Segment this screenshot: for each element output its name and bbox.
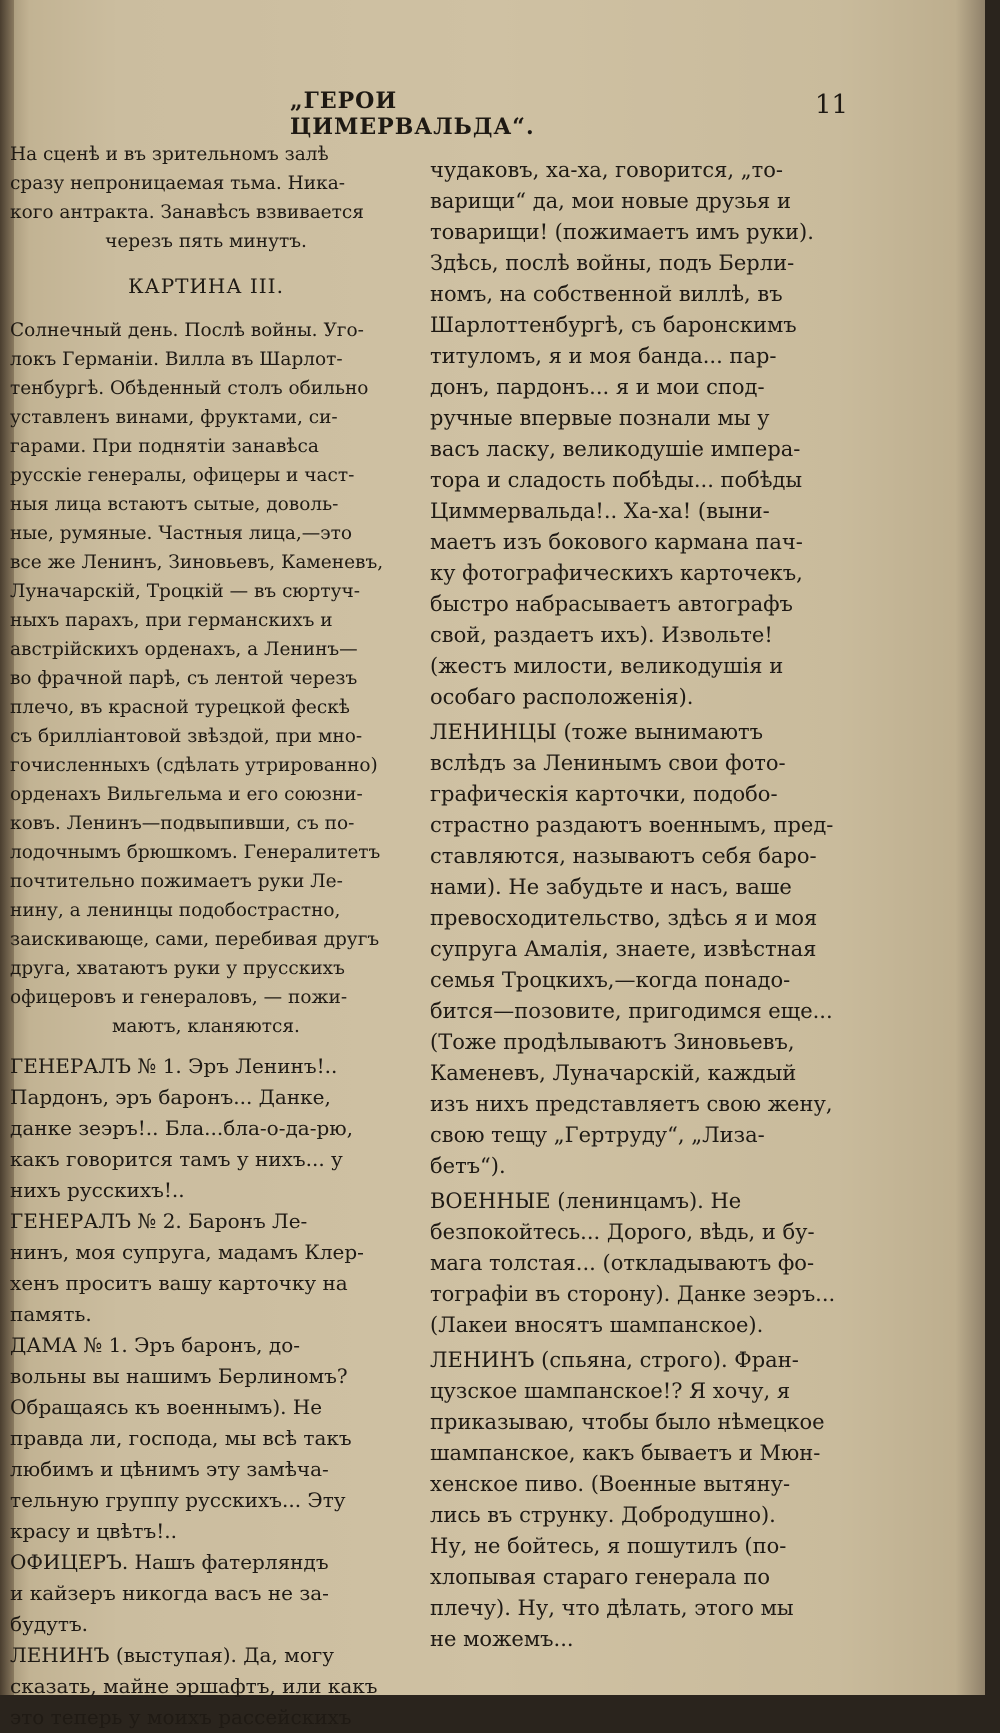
text-line: хлопывая стараго генерала по (430, 1565, 770, 1589)
text-line: (Лакеи вносятъ шампанское). (430, 1313, 764, 1337)
text-line: титуломъ, я и моя банда... пар- (430, 344, 777, 368)
text-line: съ брилліантовой звѣздой, при мно- (10, 726, 363, 747)
text-line: ные, румяные. Частныя лица,—это (10, 523, 352, 544)
text-line: красу и цвѣтъ!.. (10, 1519, 177, 1543)
text-line: шампанское, какъ бываетъ и Мюн- (430, 1441, 821, 1465)
text-line: свой, раздаетъ ихъ). Извольте! (430, 623, 773, 647)
text-line: Обращаясь къ военнымъ). Не (10, 1395, 323, 1419)
text-line: ЛЕНИНЪ (выступая). Да, могу (10, 1643, 335, 1667)
text-line: бетъ“). (430, 1154, 506, 1178)
text-line: вольны вы нашимъ Берлиномъ? (10, 1364, 348, 1388)
text-line: нинъ, моя супруга, мадамъ Клер- (10, 1240, 364, 1264)
text-line: васъ ласку, великодушіе импера- (430, 437, 801, 461)
text-line: изъ нихъ представляетъ свою жену, (430, 1092, 833, 1116)
text-line: гочисленныхъ (сдѣлать утрированно) (10, 755, 378, 776)
text-line: ДАМА № 1. Эръ баронъ, до- (10, 1333, 300, 1357)
text-line: будутъ. (10, 1612, 89, 1636)
intro-stage-note (10, 140, 402, 256)
dialogue-block (10, 1051, 402, 1733)
text-line: маетъ изъ бокового кармана пач- (430, 530, 803, 554)
text-line: ОФИЦЕРЪ. Нашъ фатерляндъ (10, 1550, 329, 1574)
text-line: тенбургѣ. Обѣденный столъ обильно (10, 378, 369, 399)
text-line: лодочнымъ брюшкомъ. Генералитетъ (10, 842, 381, 863)
text-line: свою тещу „Гертруду“, „Лиза- (430, 1123, 765, 1147)
text-line: тельную группу русскихъ... Эту (10, 1488, 346, 1512)
text-line: приказываю, чтобы было нѣмецкое (430, 1410, 825, 1434)
text-line: чудаковъ, ха-ха, говорится, „то- (430, 158, 783, 182)
text-line: и кайзеръ никогда васъ не за- (10, 1581, 329, 1605)
text-line: черезъ пять минутъ. (105, 231, 307, 252)
text-line: маютъ, кланяются. (112, 1016, 300, 1037)
text-line: супруга Амалія, знаете, извѣстная (430, 937, 817, 961)
text-line: локъ Германіи. Вилла въ Шарлот- (10, 349, 343, 370)
right-column (430, 155, 855, 1655)
text-line: ГЕНЕРАЛЪ № 2. Баронъ Ле- (10, 1209, 308, 1233)
text-line: любимъ и цѣнимъ эту замѣча- (10, 1457, 329, 1481)
text-line: цузское шампанское!? Я хочу, я (430, 1379, 791, 1403)
text-line: австрійскихъ орденахъ, а Ленинъ— (10, 639, 358, 660)
text-line: какъ говорится тамъ у нихъ... у (10, 1147, 343, 1171)
text-line: ручные впервые познали мы у (430, 406, 770, 430)
text-line: плечу). Ну, что дѣлать, этого мы (430, 1596, 794, 1620)
text-line: правда ли, господа, мы всѣ такъ (10, 1426, 352, 1450)
text-line: товарищи! (пожимаетъ имъ руки). (430, 220, 814, 244)
text-line: нами). Не забудьте и насъ, ваше (430, 875, 792, 899)
text-line: ныя лица встаютъ сытые, доволь- (10, 494, 339, 515)
text-line: безпокойтесь... Дорого, вѣдь, и бу- (430, 1220, 815, 1244)
text-line: хенское пиво. (Военные вытяну- (430, 1472, 791, 1496)
text-line: ставляются, называютъ себя баро- (430, 844, 817, 868)
text-line: лись въ струнку. Добродушно). (430, 1503, 776, 1527)
text-line: гарами. При поднятіи занавѣса (10, 436, 319, 457)
text-line: вслѣдъ за Ленинымъ свои фото- (430, 751, 786, 775)
text-line: память. (10, 1302, 92, 1326)
text-line: ЛЕНИНЪ (спьяна, строго). Фран- (430, 1348, 799, 1372)
text-line: уставленъ винами, фруктами, си- (10, 407, 338, 428)
text-line: кого антракта. Занавѣсъ взвивается (10, 202, 364, 223)
text-line: ковъ. Ленинъ—подвыпивши, съ по- (10, 813, 355, 834)
text-line: Пардонъ, эръ баронъ... Данке, (10, 1085, 331, 1109)
stage-direction (10, 316, 402, 1041)
text-line: ЛЕНИНЦЫ (тоже вынимаютъ (430, 720, 763, 744)
scene-heading: КАРТИНА III. (128, 274, 284, 298)
text-line: мага толстая... (откладываютъ фо- (430, 1251, 815, 1275)
text-line: графическія карточки, подобо- (430, 782, 778, 806)
text-line: особаго расположенія). (430, 685, 694, 709)
text-line: Луначарскій, Троцкій — въ сюртуч- (10, 581, 360, 602)
text-line: сказать, майне эршафтъ, или какъ (10, 1674, 378, 1698)
spacer (10, 1041, 402, 1051)
text-line: бится—позовите, пригодимся еще... (430, 999, 833, 1023)
text-line: ГЕНЕРАЛЪ № 1. Эръ Ленинъ!.. (10, 1054, 338, 1078)
text-line: превосходительство, здѣсь я и моя (430, 906, 818, 930)
text-line: Циммервальда!.. Ха-ха! (выни- (430, 499, 770, 523)
text-line: нину, а ленинцы подобострастно, (10, 900, 341, 921)
text-line: друга, хватаютъ руки у прусскихъ (10, 958, 345, 979)
text-line: Шарлоттенбургѣ, съ баронскимъ (430, 313, 797, 337)
text-line: офицеровъ и генераловъ, — пожи- (10, 987, 348, 1008)
text-line: донъ, пардонъ... я и мои спод- (430, 375, 765, 399)
text-line: заискивающе, сами, перебивая другъ (10, 929, 380, 950)
left-column (10, 140, 402, 1733)
text-line: Ну, не бойтесь, я пошутилъ (по- (430, 1534, 787, 1558)
text-line: тографіи въ сторону). Данке зеэръ... (430, 1282, 836, 1306)
text-line: Каменевъ, Луначарскій, каждый (430, 1061, 797, 1085)
text-line: во фрачной парѣ, съ лентой черезъ (10, 668, 358, 689)
text-line: Солнечный день. Послѣ войны. Уго- (10, 320, 364, 341)
text-line: данке зеэръ!.. Бла...бла-о-да-рю, (10, 1116, 354, 1140)
text-line: тора и сладость побѣды... побѣды (430, 468, 803, 492)
text-line: орденахъ Вильгельма и его союзни- (10, 784, 363, 805)
text-line: ныхъ парахъ, при германскихъ и (10, 610, 333, 631)
text-line: не можемъ... (430, 1627, 574, 1651)
text-line: быстро набрасываетъ автографъ (430, 592, 793, 616)
text-line: русскіе генералы, офицеры и част- (10, 465, 355, 486)
text-line: (жестъ милости, великодушія и (430, 654, 784, 678)
text-line: (Тоже продѣлываютъ Зиновьевъ, (430, 1030, 795, 1054)
text-line: почтительно пожимаетъ руки Ле- (10, 871, 343, 892)
text-line: сразу непроницаемая тьма. Ника- (10, 173, 345, 194)
running-title: „ГЕРОИ ЦИМЕРВАЛЬДА“. (290, 88, 535, 140)
text-line: плечо, въ красной турецкой фескѣ (10, 697, 350, 718)
text-line: все же Ленинъ, Зиновьевъ, Каменевъ, (10, 552, 384, 573)
text-line: ку фотографическихъ карточекъ, (430, 561, 803, 585)
text-line: ВОЕННЫЕ (ленинцамъ). Не (430, 1189, 742, 1213)
text-line: семья Троцкихъ,—когда понадо- (430, 968, 791, 992)
text-line: Здѣсь, послѣ войны, подъ Берли- (430, 251, 795, 275)
text-line: страстно раздаютъ военнымъ, пред- (430, 813, 834, 837)
text-line: На сценѣ и въ зрительномъ залѣ (10, 144, 329, 165)
text-line: варищи“ да, мои новые друзья и (430, 189, 791, 213)
text-line: номъ, на собственной виллѣ, въ (430, 282, 783, 306)
text-line: хенъ проситъ вашу карточку на (10, 1271, 348, 1295)
text-line: это теперь у моихъ рассейскихъ (10, 1705, 352, 1729)
text-line: нихъ русскихъ!.. (10, 1178, 185, 1202)
page-number: 11 (815, 90, 849, 120)
